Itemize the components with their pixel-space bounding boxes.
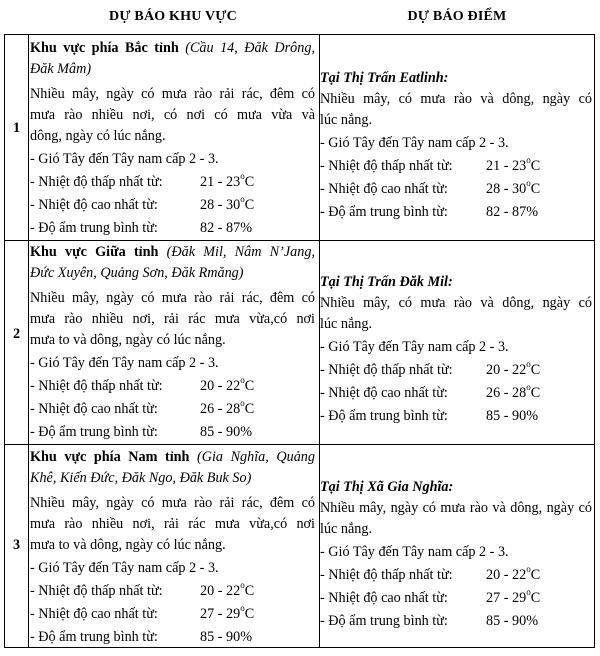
region-tmin-label: - Nhiệt độ thấp nhất từ: [30,378,163,394]
region-title: Khu vực phía Bắc tỉnh [30,40,179,56]
region-tmax-value-unit: C [244,197,255,213]
divider-num-col [28,35,29,647]
region-tmin-value-degree: o [240,375,245,386]
region-humidity-value: 85 - 90% [200,629,253,645]
point-tmin-value-unit: C [530,567,541,583]
region-tmax-label: - Nhiệt độ cao nhất từ: [30,401,158,417]
region-tmax-label: - Nhiệt độ cao nhất từ: [30,197,158,213]
point-wind: - Gió Tây đến Tây nam cấp 2 - 3. [320,339,509,355]
point-title: Tại Thị Trấn Đăk Mil: [320,274,453,290]
point-tmin-value [486,565,540,586]
region-tmin-value-number: 21 - 23 [200,174,241,190]
region-tmin-label: - Nhiệt độ thấp nhất từ: [30,583,163,599]
point-desc-1: Nhiều mây, có mưa rào và dông, ngày có [320,91,592,107]
point-cell-3 [320,447,592,647]
region-places: (Gia Nghĩa, Quảng [197,449,315,465]
point-tmin-label: - Nhiệt độ thấp nhất từ: [320,362,453,378]
point-desc-2: lúc nắng. [320,112,373,128]
point-tmax-value [486,588,540,609]
region-title-line [30,447,315,468]
point-tmax-value-number: 27 - 29 [486,590,527,606]
point-tmax-value-degree: o [526,178,531,189]
region-desc-1: Nhiều mây, ngày có mưa rào rải rác, đêm có [30,290,315,306]
region-desc-1: Nhiều mây, ngày có mưa rào rải rác, đêm có [30,495,315,511]
point-tmax-value [486,383,540,404]
region-tmax-value-unit: C [244,401,255,417]
point-tmin-value-degree: o [526,564,531,575]
region-tmin-value-degree: o [240,171,245,182]
region-desc-3: mưa to và dông, ngày có lúc nắng. [30,537,226,553]
region-title-line [30,242,315,263]
point-tmax-label: - Nhiệt độ cao nhất từ: [320,385,448,401]
point-humidity-value: 85 - 90% [486,408,539,424]
region-humidity-label: - Độ ẩm trung bình từ: [30,629,158,645]
point-tmin-value-unit: C [530,158,541,174]
row-number-3: 3 [12,537,21,553]
point-humidity-value: 85 - 90% [486,613,539,629]
region-humidity-label: - Độ ẩm trung bình từ: [30,220,158,236]
region-tmax-value-degree: o [240,398,245,409]
row-number-1: 1 [12,120,21,136]
region-humidity-label: - Độ ẩm trung bình từ: [30,424,158,440]
point-tmax-value-unit: C [530,385,541,401]
point-cell-2 [320,242,592,442]
region-tmax-value [200,399,254,420]
region-desc-3: mưa to và dông, ngày có lúc nắng. [30,332,226,348]
point-tmin-value-unit: C [530,362,541,378]
region-desc-3: dông, ngày có lúc nắng. [30,128,166,144]
row-number-2: 2 [12,326,21,342]
region-places-cont: Đức Xuyên, Quảng Sơn, Đăk Rmăng) [30,265,244,281]
region-tmax-value-degree: o [240,603,245,614]
point-desc-1: Nhiều mây, ngày có mưa rào và dông, ngày có [320,500,592,516]
region-tmin-value-unit: C [244,378,255,394]
point-tmax-label: - Nhiệt độ cao nhất từ: [320,181,448,197]
point-humidity-label: - Độ ẩm trung bình từ: [320,408,448,424]
point-tmax-value [486,179,540,200]
point-humidity-label: - Độ ẩm trung bình từ: [320,204,448,220]
region-desc-2: mưa rào nhiều nơi, có nơi có mưa vừa và [30,107,315,123]
point-tmin-value-number: 20 - 22 [486,362,527,378]
point-tmax-label: - Nhiệt độ cao nhất từ: [320,590,448,606]
point-tmin-label: - Nhiệt độ thấp nhất từ: [320,158,453,174]
region-tmax-value-number: 27 - 29 [200,606,241,622]
region-places-cont: Khê, Kiến Đức, Đăk Ngo, Đăk Buk So) [30,470,252,486]
region-tmax-value [200,195,254,216]
point-tmin-value-degree: o [526,155,531,166]
region-humidity-value: 85 - 90% [200,424,253,440]
region-places: (Cầu 14, Đăk Drông, [185,40,316,56]
point-humidity-value: 82 - 87% [486,204,539,220]
region-tmin-value-unit: C [244,174,255,190]
region-tmax-value-number: 28 - 30 [200,197,241,213]
point-tmax-value-degree: o [526,382,531,393]
region-tmax-value-unit: C [244,606,255,622]
region-tmin-value-number: 20 - 22 [200,378,241,394]
point-title: Tại Thị Trấn Eatlinh: [320,70,449,86]
divider-row-2 [5,444,594,445]
region-tmin-value-degree: o [240,580,245,591]
point-tmin-value [486,156,540,177]
region-desc-2: mưa rào nhiều nơi, rải rác mưa vừa,có nơi [30,516,315,532]
point-tmin-value [486,360,540,381]
point-desc-1: Nhiều mây, có mưa rào và dông, ngày có [320,295,592,311]
divider-row-1 [5,240,594,241]
point-tmin-value-degree: o [526,359,531,370]
point-desc-2: lúc nắng. [320,521,373,537]
point-wind: - Gió Tây đến Tây nam cấp 2 - 3. [320,544,509,560]
point-desc-2: lúc nắng. [320,316,373,332]
region-humidity-value: 82 - 87% [200,220,253,236]
point-tmax-value-unit: C [530,181,541,197]
region-tmin-value-unit: C [244,583,255,599]
region-title: Khu vực phía Nam tỉnh [30,449,190,465]
region-tmax-value [200,604,254,625]
region-title: Khu vực Giữa tỉnh [30,244,159,260]
region-tmin-value [200,172,254,193]
region-wind: - Gió Tây đến Tây nam cấp 2 - 3. [30,560,219,576]
header-point-forecast: DỰ BÁO ĐIỂM [407,9,507,24]
point-tmin-label: - Nhiệt độ thấp nhất từ: [320,567,453,583]
region-tmax-label: - Nhiệt độ cao nhất từ: [30,606,158,622]
region-tmin-value [200,376,254,397]
region-title-line [30,38,315,59]
region-tmin-value-number: 20 - 22 [200,583,241,599]
region-cell-2 [30,242,315,442]
region-desc-1: Nhiều mây, ngày có mưa rào rải rác, đêm có [30,86,315,102]
point-title: Tại Thị Xã Gia Nghĩa: [320,479,454,495]
region-tmax-value-degree: o [240,194,245,205]
header-regional-forecast: DỰ BÁO KHU VỰC [109,9,237,24]
region-desc-2: mưa rào nhiều nơi, rải rác mưa vừa,có nơi [30,311,315,327]
region-cell-1 [30,38,315,238]
region-wind: - Gió Tây đến Tây nam cấp 2 - 3. [30,151,219,167]
point-tmax-value-number: 28 - 30 [486,181,527,197]
point-tmax-value-number: 26 - 28 [486,385,527,401]
point-tmin-value-number: 20 - 22 [486,567,527,583]
point-tmin-value-number: 21 - 23 [486,158,527,174]
region-cell-3 [30,447,315,647]
point-cell-1 [320,38,592,238]
region-tmax-value-number: 26 - 28 [200,401,241,417]
point-tmax-value-degree: o [526,587,531,598]
region-tmin-label: - Nhiệt độ thấp nhất từ: [30,174,163,190]
point-tmax-value-unit: C [530,590,541,606]
region-wind: - Gió Tây đến Tây nam cấp 2 - 3. [30,355,219,371]
region-places: (Đăk Mil, Nâm N’Jang, [166,244,315,260]
point-wind: - Gió Tây đến Tây nam cấp 2 - 3. [320,135,509,151]
region-places-cont: Đăk Mâm) [30,61,92,77]
region-tmin-value [200,581,254,602]
point-humidity-label: - Độ ẩm trung bình từ: [320,613,448,629]
